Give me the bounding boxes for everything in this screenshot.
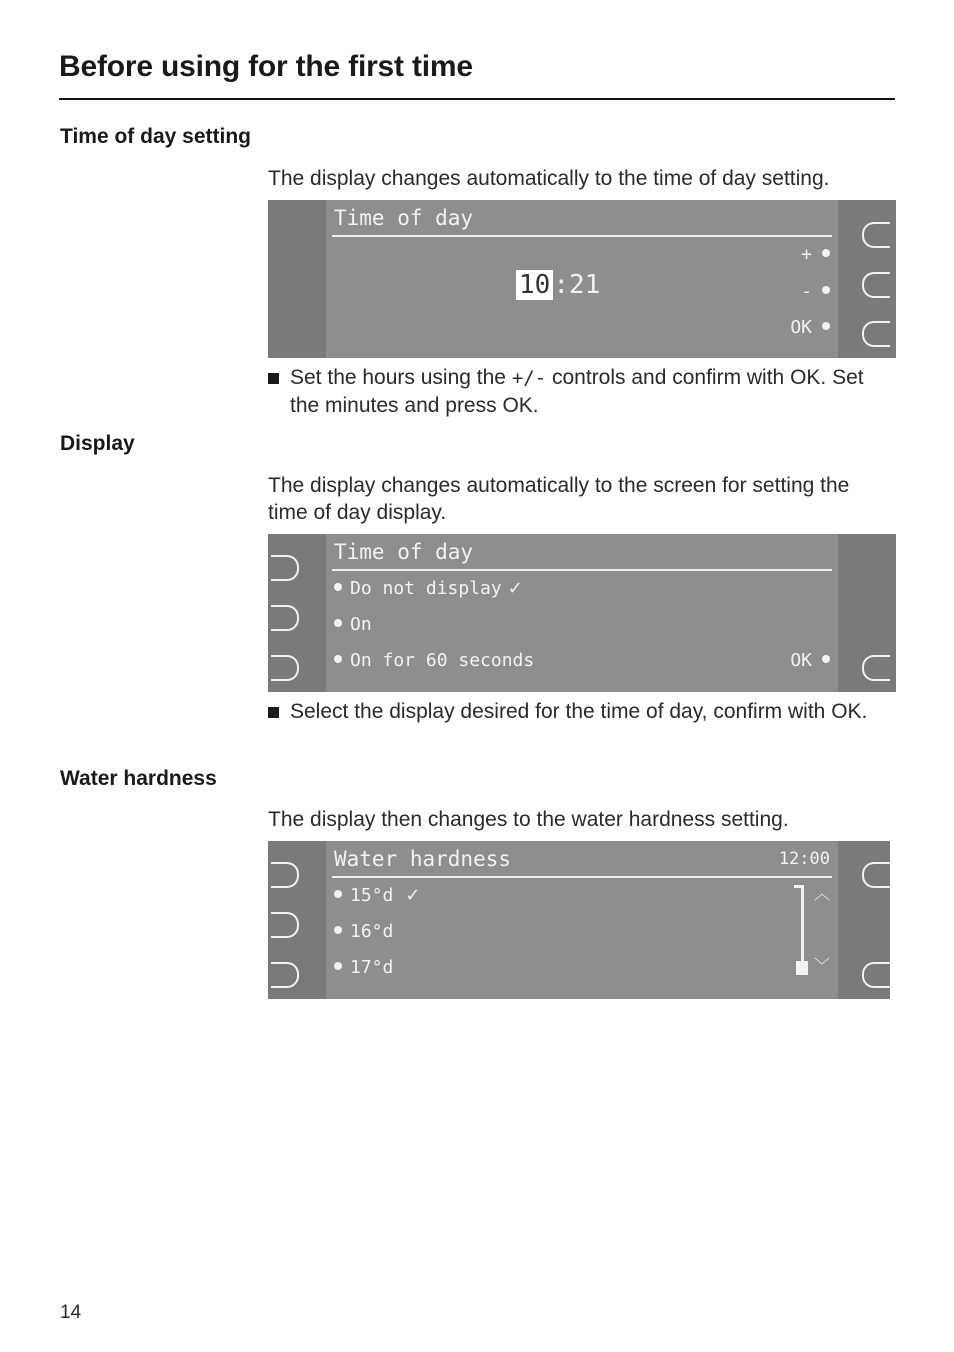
scrollbar-thumb: [796, 961, 808, 975]
ok-sensor-button[interactable]: [862, 321, 890, 347]
screen-header-rule: [332, 235, 832, 237]
screen-header: Time of day: [334, 206, 474, 230]
option-do-not-display: Do not display ✓: [334, 578, 523, 599]
time-instruction-bullet: Set the hours using the +/- controls and confirm with OK. Set the minutes and press OK.: [268, 364, 888, 419]
display-instruction-bullet: Select the display desired for the time of day, confirm with OK.: [268, 698, 888, 725]
time-readout: [516, 270, 600, 300]
display-panel: [268, 534, 896, 692]
water-hardness-panel: [268, 841, 890, 999]
title-rule: [59, 98, 895, 100]
panel-left-bezel: [268, 841, 326, 999]
check-icon: ✓: [405, 885, 421, 906]
scroll-down-icon: ﹀: [813, 956, 830, 975]
plus-sensor-button[interactable]: [862, 222, 890, 248]
clock-readout: 12:00: [778, 849, 830, 869]
scroll-down-sensor-button[interactable]: [862, 962, 890, 988]
bullet-square-icon: [268, 707, 279, 718]
option-2-sensor-button[interactable]: [271, 605, 299, 631]
screen-header: Time of day: [334, 540, 474, 564]
option-16-dh: 16°d: [334, 921, 393, 942]
display-heading: Display: [60, 432, 135, 455]
plus-minus-glyph: +/-: [511, 367, 547, 389]
minutes-value: :21: [553, 270, 601, 300]
ok-control-label: OK: [790, 650, 830, 671]
option-15-dh: 15°d ✓: [334, 885, 420, 906]
time-of-day-panel: [268, 200, 896, 358]
hours-value: 10: [516, 270, 553, 300]
option-1-sensor-button[interactable]: [271, 862, 299, 888]
option-3-sensor-button[interactable]: [271, 655, 299, 681]
option-on-60-seconds: On for 60 seconds: [334, 650, 534, 671]
screen-header: Water hardness: [334, 847, 512, 871]
option-3-sensor-button[interactable]: [271, 962, 299, 988]
bullet-square-icon: [268, 373, 279, 384]
ok-sensor-button[interactable]: [862, 655, 890, 681]
water-hardness-heading: Water hardness: [60, 767, 217, 790]
option-17-dh: 17°d: [334, 957, 393, 978]
screen-header-rule: [332, 876, 832, 878]
display-intro-text: The display changes automatically to the screen for setting the time of day display.: [268, 474, 850, 524]
panel-right-bezel: [838, 841, 890, 999]
time-of-day-screen: [326, 200, 838, 358]
scroll-up-sensor-button[interactable]: [862, 862, 890, 888]
page-title: Before using for the first time: [59, 50, 473, 83]
check-icon: ✓: [507, 578, 523, 599]
option-1-sensor-button[interactable]: [271, 555, 299, 581]
water-hardness-screen: [326, 841, 838, 999]
panel-left-bezel: [268, 534, 326, 692]
panel-right-bezel: [838, 534, 896, 692]
time-of-day-setting-heading: Time of day setting: [60, 125, 251, 148]
option-on: On: [334, 614, 372, 635]
screen-header-rule: [332, 569, 832, 571]
water-intro-text: The display then changes to the water hardness setting.: [268, 808, 789, 831]
minus-control-label: -: [801, 281, 830, 302]
scroll-up-icon: ︿: [813, 884, 830, 903]
page-number: 14: [60, 1302, 82, 1323]
option-2-sensor-button[interactable]: [271, 912, 299, 938]
panel-left-bezel: [268, 200, 326, 358]
time-intro-text: The display changes automatically to the time of day setting.: [268, 167, 830, 190]
ok-control-label: OK: [790, 317, 830, 338]
display-screen: [326, 534, 838, 692]
panel-right-bezel: [838, 200, 896, 358]
minus-sensor-button[interactable]: [862, 272, 890, 298]
plus-control-label: +: [801, 244, 830, 265]
